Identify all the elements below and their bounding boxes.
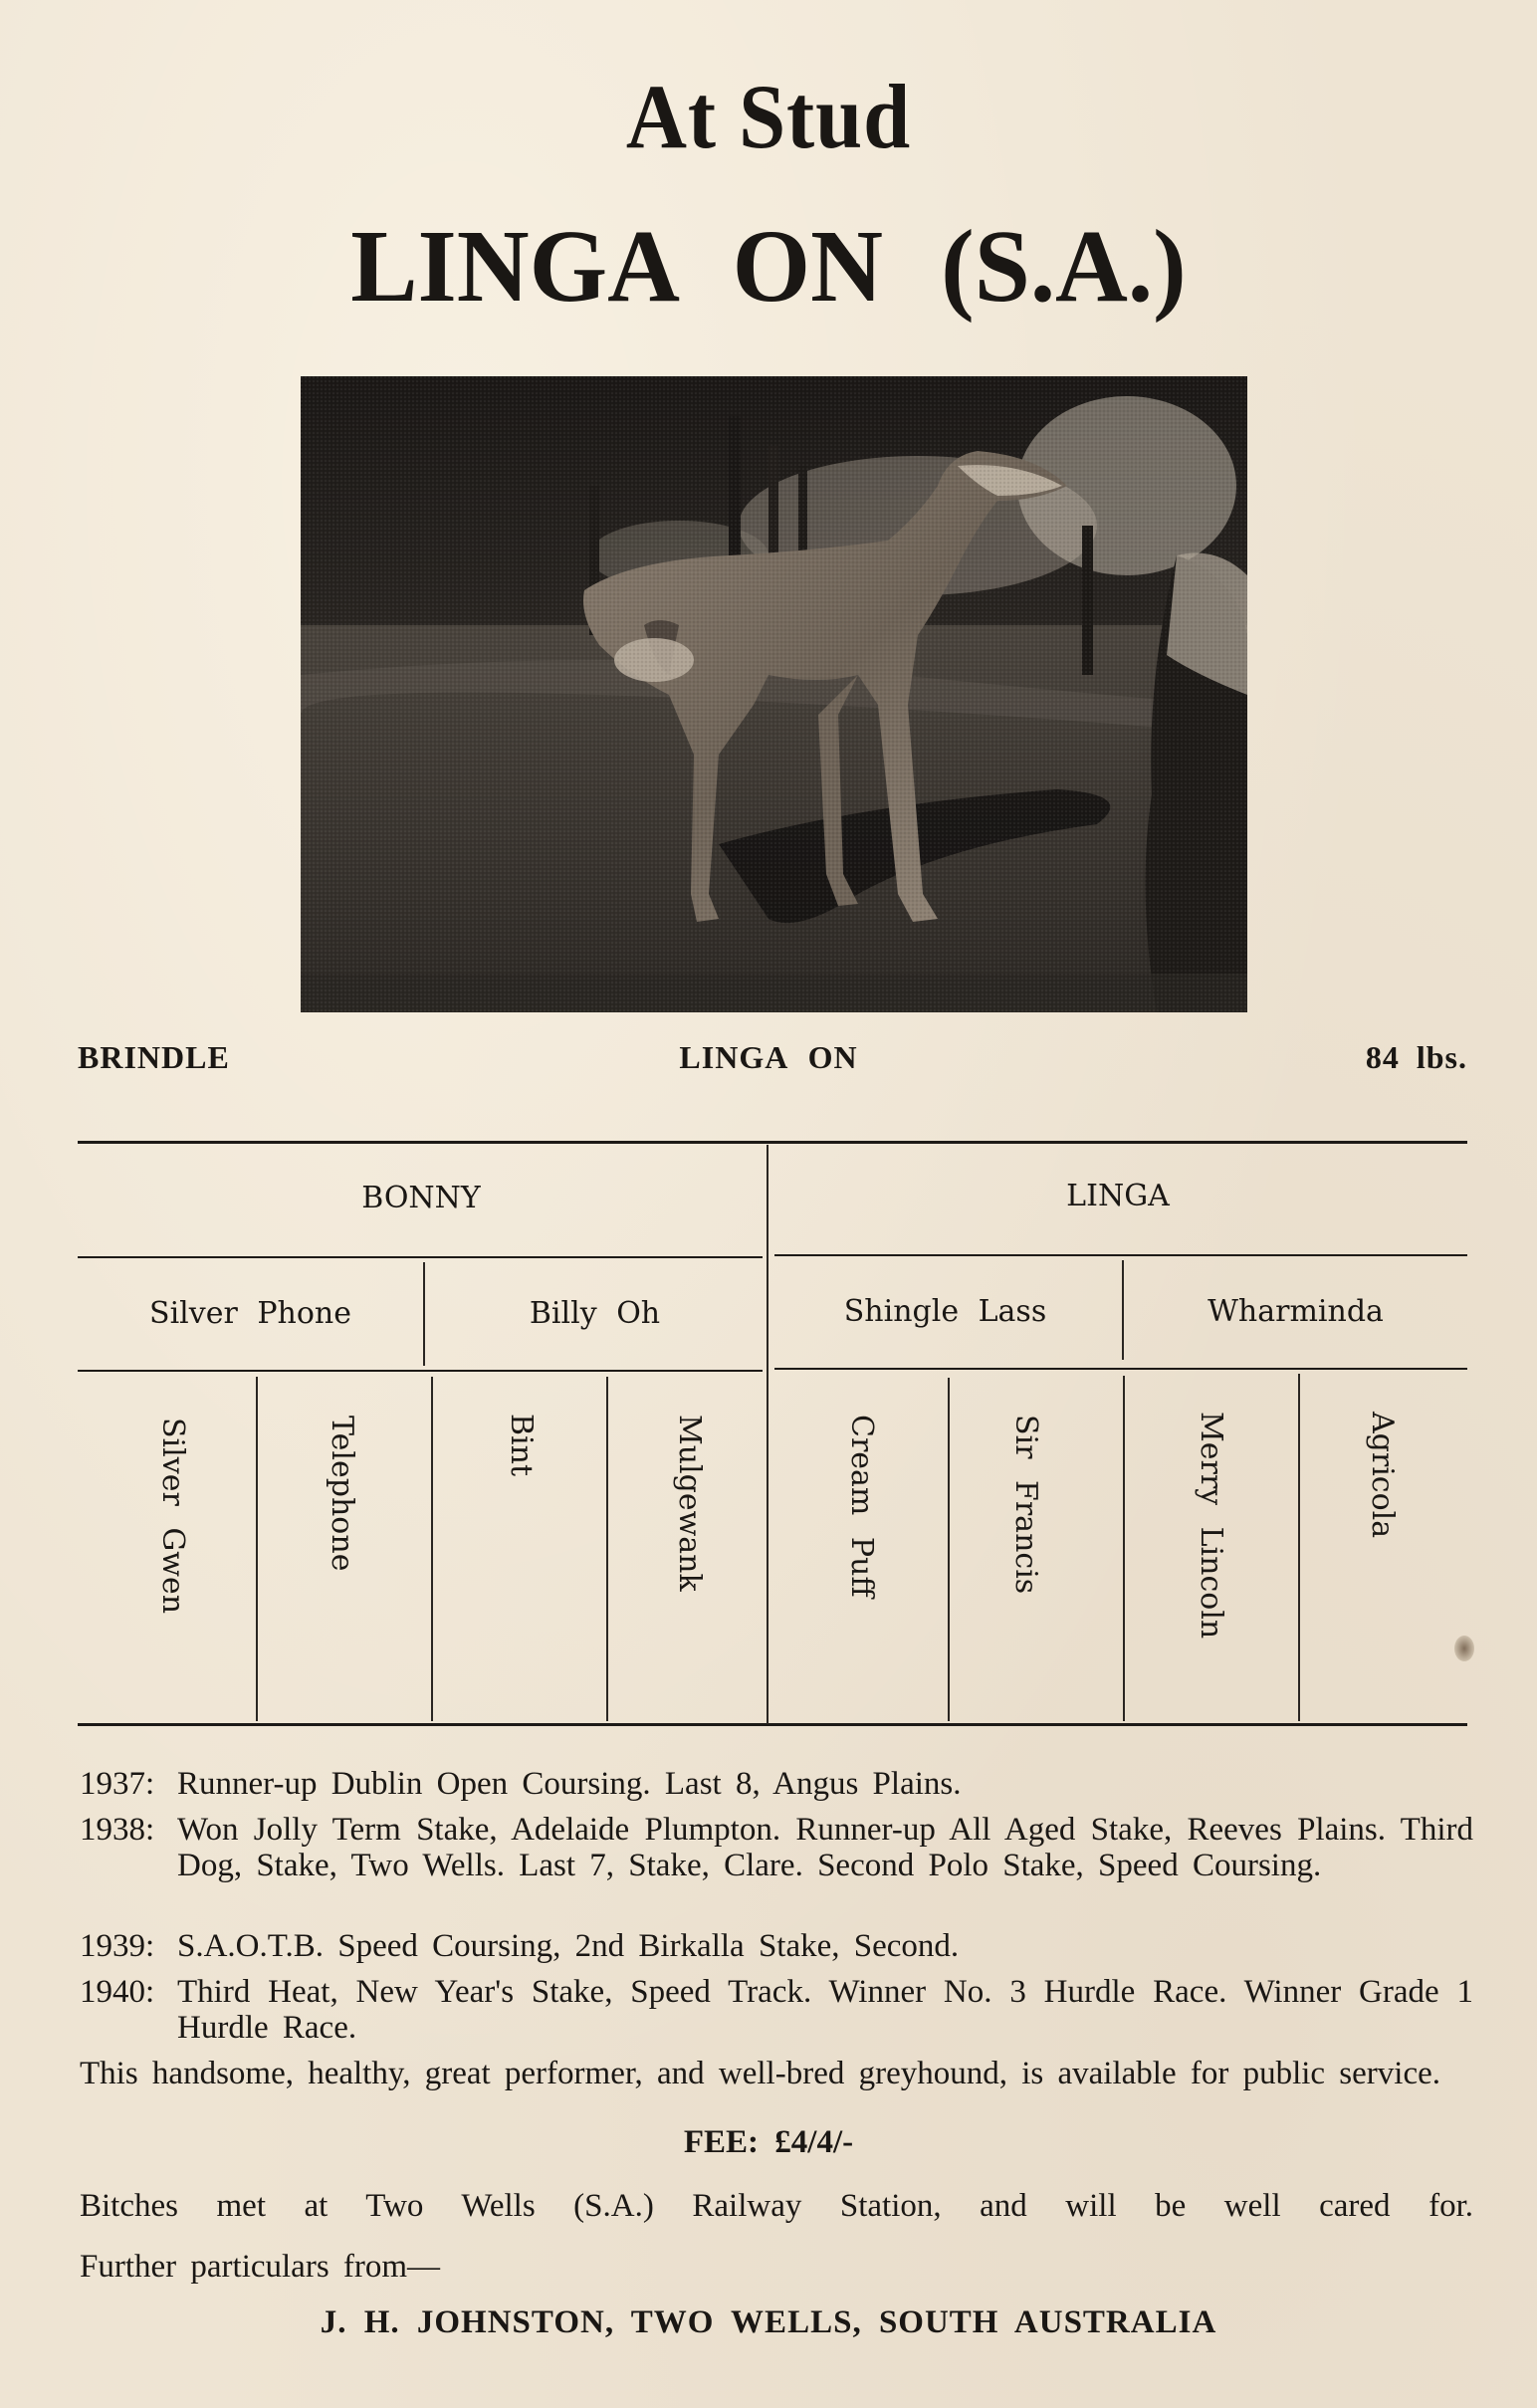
caption-name: LINGA ON xyxy=(679,1039,858,1075)
table-row3-divider-3 xyxy=(606,1377,608,1721)
table-top-rule xyxy=(78,1141,1467,1144)
record-year: 1940: xyxy=(80,1974,155,2010)
greyhound-photo xyxy=(301,376,1247,1012)
table-row1-rule-right xyxy=(774,1254,1467,1256)
table-center-divider xyxy=(767,1145,768,1724)
pedigree-dam-sire: Silver Phone xyxy=(149,1296,351,1331)
pedigree-gg-5: Cream Puff xyxy=(844,1415,879,1598)
pedigree-dam: BONNY xyxy=(361,1181,481,1215)
pedigree-sire-sire: Wharminda xyxy=(1208,1294,1384,1329)
table-row2-rule-left xyxy=(78,1370,763,1372)
table-row3-divider-2 xyxy=(431,1377,433,1721)
table-row2-rule-right xyxy=(774,1368,1467,1370)
table-bottom-rule xyxy=(78,1723,1467,1726)
record-1938 xyxy=(80,1812,1473,1883)
pedigree-dam-dam: Billy Oh xyxy=(529,1296,661,1331)
record-text: Third Heat, New Year's Stake, Speed Track. Winner No. 3 Hurdle Race. Winner Grade 1 Hurdle Race. xyxy=(177,1974,1473,2046)
table-row1-rule-left xyxy=(78,1256,763,1258)
photo-illustration xyxy=(301,376,1247,1012)
table-row3-divider-5 xyxy=(948,1378,950,1721)
table-row3-divider-6 xyxy=(1123,1376,1125,1721)
record-1939 xyxy=(80,1928,1473,1964)
pedigree-sire: LINGA xyxy=(1066,1179,1170,1213)
pedigree-gg-2: Telephone xyxy=(325,1416,359,1572)
pedigree-gg-7: Merry Lincoln xyxy=(1194,1412,1228,1640)
caption-weight: 84 lbs. xyxy=(1365,1039,1467,1075)
table-row3-divider-7 xyxy=(1298,1374,1300,1721)
heading-at-stud: At Stud xyxy=(625,66,912,167)
stud-fee: FEE: £4/4/- xyxy=(683,2124,854,2160)
record-year: 1939: xyxy=(80,1928,155,1964)
pedigree-gg-1: Silver Gwen xyxy=(155,1418,190,1615)
travel-note: Bitches met at Two Wells (S.A.) Railway Station, and will be well cared for. xyxy=(80,2188,1473,2224)
record-year: 1938: xyxy=(80,1812,155,1848)
record-text: S.A.O.T.B. Speed Coursing, 2nd Birkalla Stake, Second. xyxy=(177,1928,960,1964)
contact-address: J. H. JOHNSTON, TWO WELLS, SOUTH AUSTRALIA xyxy=(320,2304,1217,2340)
caption-colour: BRINDLE xyxy=(78,1039,230,1075)
record-text: Won Jolly Term Stake, Adelaide Plumpton. Runner-up All Aged Stake, Reeves Plains. Third Dog, Stake, Two Wells. Last 7, Stake, Clare. Second Polo Stake, Speed Coursing. xyxy=(177,1812,1473,1883)
pedigree-gg-8: Agricola xyxy=(1365,1412,1400,1539)
record-text: Runner-up Dublin Open Coursing. Last 8, Angus Plains. xyxy=(177,1766,962,1802)
pedigree-gg-4: Mulgewank xyxy=(672,1415,707,1592)
heading-dog-name: LINGA ON (S.A.) xyxy=(350,209,1187,324)
pedigree-gg-6: Sir Francis xyxy=(1008,1415,1043,1595)
description: This handsome, healthy, great performer, and well-bred greyhound, is available for public service. xyxy=(80,2056,1440,2091)
record-1937 xyxy=(80,1766,1473,1802)
paper-stain xyxy=(1454,1636,1474,1661)
table-row3-divider-1 xyxy=(256,1377,258,1721)
record-1940 xyxy=(80,1974,1473,2046)
pedigree-sire-dam: Shingle Lass xyxy=(843,1294,1047,1329)
pedigree-gg-3: Bint xyxy=(504,1414,539,1477)
further-particulars: Further particulars from— xyxy=(80,2249,441,2285)
record-year: 1937: xyxy=(80,1766,155,1802)
